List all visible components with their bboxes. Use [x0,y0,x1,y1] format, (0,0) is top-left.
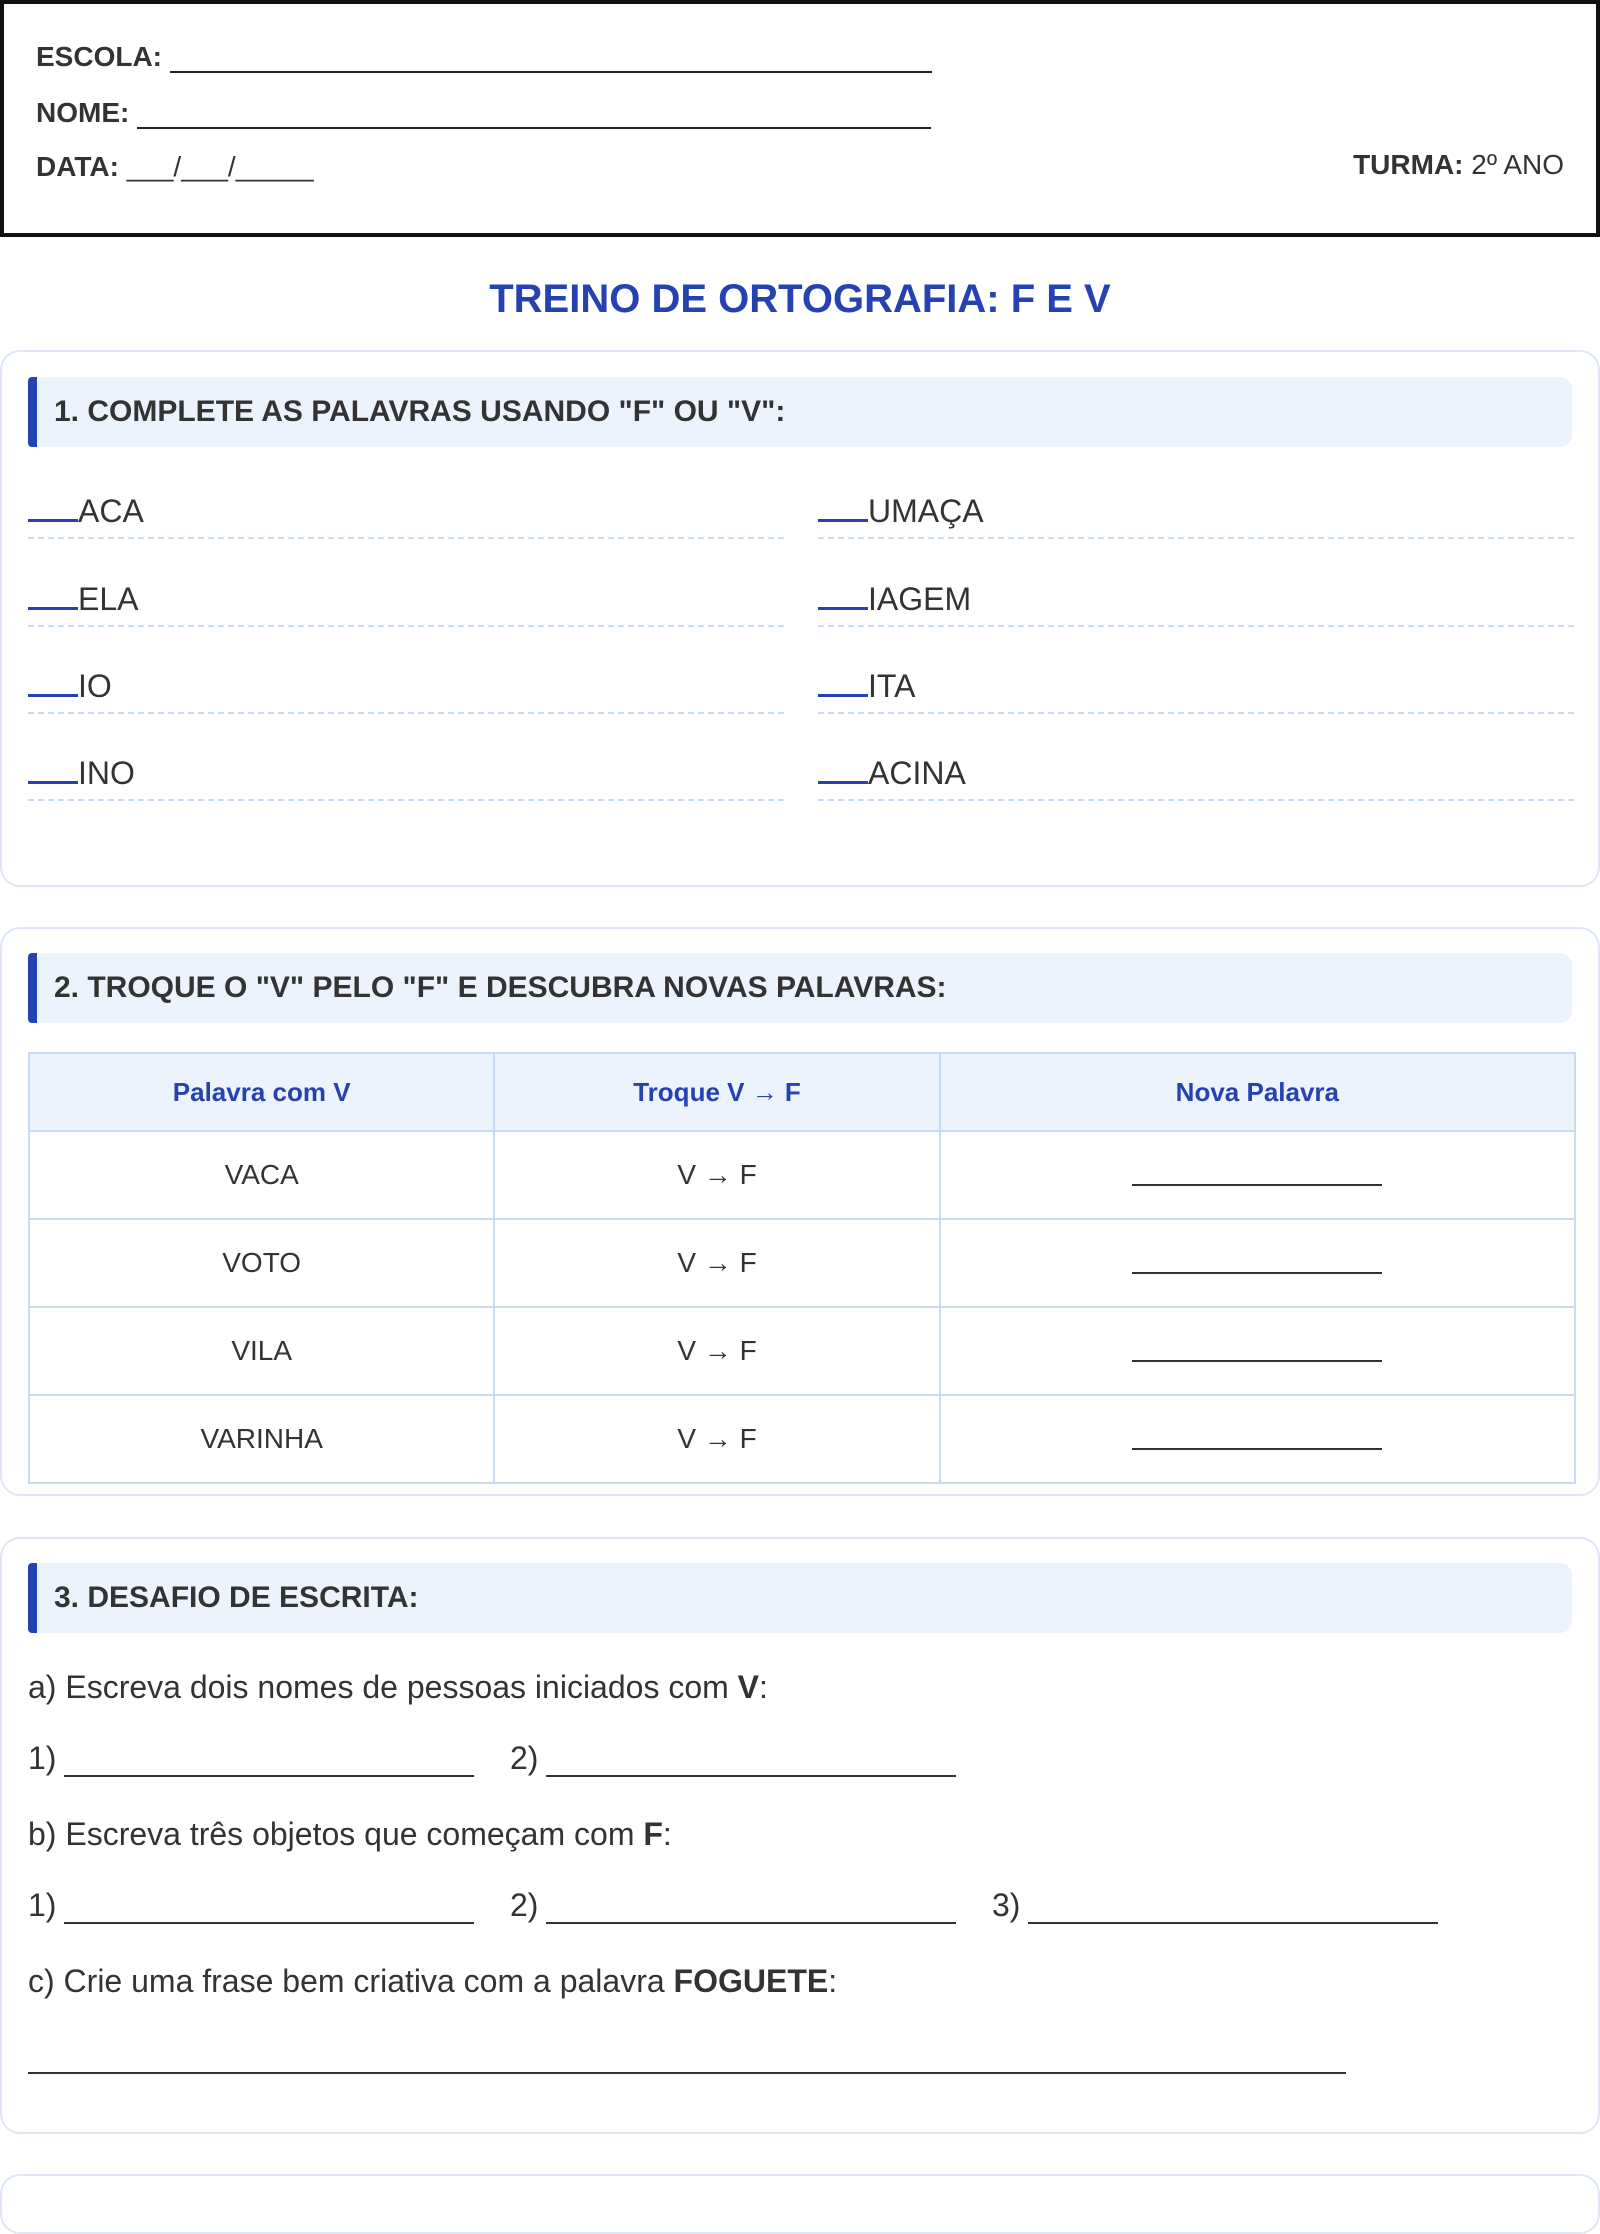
answer-line[interactable] [546,1888,956,1924]
word-item [818,485,1574,539]
word-item [28,660,784,714]
colon: : [759,1669,768,1705]
answer-cell [940,1131,1575,1219]
student-info-header [0,0,1600,237]
word-item [28,573,784,627]
letter-blank[interactable] [28,747,78,784]
answer-number: 3) [992,1887,1021,1923]
word-item [28,485,784,539]
question-c-text: c) Crie uma frase bem criativa com a palavra [28,1963,674,1999]
answer-number: 1) [28,1887,57,1923]
colon: : [662,1816,672,1852]
data-field[interactable]: ___/___/_____ [126,151,314,182]
column-header: Nova Palavra [940,1053,1575,1131]
word-fragment: IAGEM [868,581,972,617]
next-section-edge [0,2174,1600,2234]
swap-cell: V → F [494,1307,939,1395]
answer-number: 2) [510,1740,539,1776]
word-fragment: UMAÇA [868,493,984,529]
table-row [29,1219,1575,1307]
question-b-letter: F [643,1816,663,1852]
nome-label: NOME: [36,97,130,128]
question-b-text: b) Escreva três objetos que começam com [28,1816,644,1852]
word-fragment: ELA [78,581,139,617]
nome-field[interactable] [137,97,931,129]
word-fragment: IO [78,668,112,704]
column-header: Troque V → F [494,1053,939,1131]
word-fragment: ACINA [868,755,966,791]
column-header: Palavra com V [29,1053,494,1131]
answer-number: 1) [28,1740,57,1776]
swap-cell: V → F [494,1395,939,1483]
word-cell: VILA [29,1307,494,1395]
question-c [28,1963,837,2000]
word-item [28,747,784,801]
answer-cell [940,1395,1575,1483]
table-header-row [29,1053,1575,1131]
question-c-word: FOGUETE [673,1963,829,1999]
word-fragment: INO [78,755,135,791]
answer-cell [940,1307,1575,1395]
table-row [29,1131,1575,1219]
letter-blank[interactable] [818,573,868,610]
answer-line[interactable] [1132,1422,1382,1450]
answer-line[interactable] [1132,1246,1382,1274]
swap-cell: V → F [494,1219,939,1307]
worksheet-title: TREINO DE ORTOGRAFIA: F E V [489,277,1111,321]
section2-heading: 2. TROQUE O "V" PELO "F" E DESCUBRA NOVAS PALAVRAS: [28,953,1572,1023]
word-fragment: ACA [78,493,144,529]
answer-cell [940,1219,1575,1307]
section3-heading: 3. DESAFIO DE ESCRITA: [28,1563,1572,1633]
letter-blank[interactable] [28,573,78,610]
escola-row [36,41,932,73]
swap-table [28,1052,1576,1484]
word-cell: VOTO [29,1219,494,1307]
colon: : [828,1963,838,1999]
answer-line[interactable] [1028,1888,1438,1924]
answer-line[interactable] [546,1741,956,1777]
question-a-text: a) Escreva dois nomes de pessoas iniciados com [28,1669,738,1705]
sentence-answer-line[interactable] [28,2072,1346,2074]
turma-row [1353,149,1564,181]
data-label: DATA: [36,151,119,182]
letter-blank[interactable] [818,660,868,697]
answer-b1 [28,1887,474,1924]
table-row [29,1307,1575,1395]
answer-line[interactable] [64,1888,474,1924]
answer-b3 [992,1887,1438,1924]
word-fragment: ITA [868,668,916,704]
section-swap-letters [0,927,1600,1496]
escola-label: ESCOLA: [36,41,162,72]
question-a-letter: V [737,1669,760,1705]
turma-value: 2º ANO [1471,149,1564,180]
question-b [28,1816,672,1853]
word-cell: VARINHA [29,1395,494,1483]
letter-blank[interactable] [28,485,78,522]
section-writing-challenge [0,1537,1600,2134]
swap-cell: V → F [494,1131,939,1219]
section-complete-words [0,350,1600,887]
nome-row [36,97,931,129]
answer-line[interactable] [1132,1334,1382,1362]
letter-blank[interactable] [818,485,868,522]
letter-blank[interactable] [818,747,868,784]
turma-label: TURMA: [1353,149,1464,180]
question-a [28,1669,768,1706]
answer-a2 [510,1740,956,1777]
escola-field[interactable] [170,41,932,73]
table-row [29,1395,1575,1483]
answer-number: 2) [510,1887,539,1923]
data-row [36,151,314,183]
answer-a1 [28,1740,474,1777]
answer-b2 [510,1887,956,1924]
word-cell: VACA [29,1131,494,1219]
answer-line[interactable] [1132,1158,1382,1186]
word-item [818,747,1574,801]
word-item [818,660,1574,714]
section1-heading: 1. COMPLETE AS PALAVRAS USANDO "F" OU "V": [28,377,1572,447]
word-item [818,573,1574,627]
answer-line[interactable] [64,1741,474,1777]
letter-blank[interactable] [28,660,78,697]
